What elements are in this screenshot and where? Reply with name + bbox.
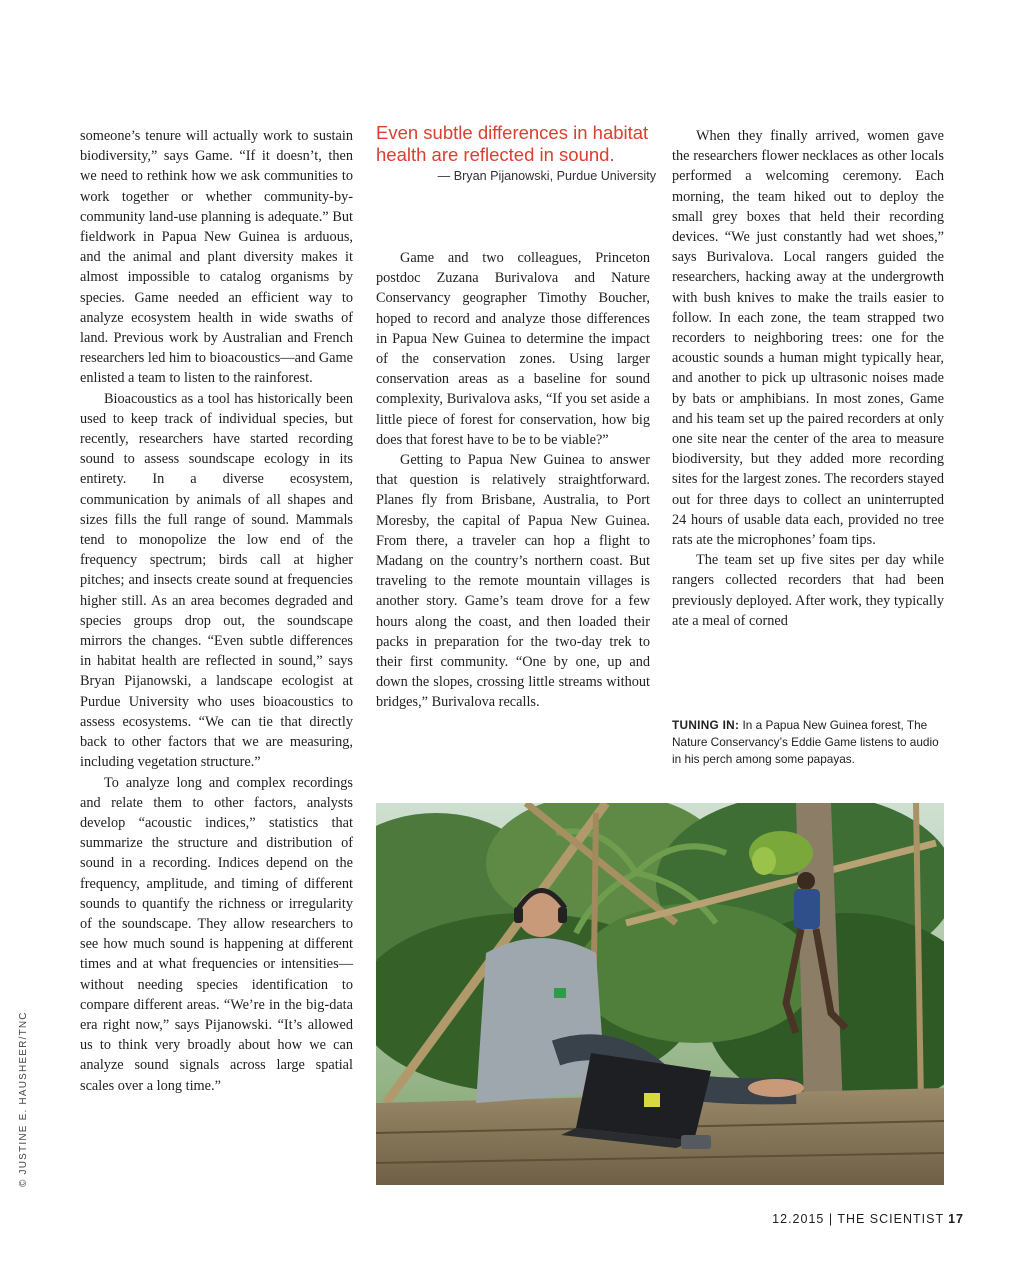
pull-quote-text: Even subtle differences in habitat health are reflected in sound. xyxy=(376,122,649,165)
photo-credit: © JUSTINE E. HAUSHEER/TNC xyxy=(18,1011,29,1187)
paragraph: someone’s tenure will actually work to sustain biodiversity,” says Game. “If it doesn’t, then we need to rethink how we ask communities to work together or whether community-by-community land-use planning is adequate.” But fieldwork in Papua New Guinea is arduous, and the animal and plant diversity makes it almost impossible to catalog organisms by species. Game needed an efficient way to analyze ecosystem health in wide swaths of land. Previous work by Australian and French researchers led him to bioacoustics—and Game enlisted a team to listen to the rainforest. xyxy=(80,128,353,387)
article-column-1 xyxy=(80,126,353,1096)
paragraph: Bioacoustics as a tool has historically been used to keep track of individual species, but recently, researchers have started recording sound to assess soundscape ecology in its entirety. In a diverse ecosystem, communication by animals of all shapes and sizes fills the full range of sound. Mammals tend to monopolize the low end of the frequency spectrum; birds call at higher pitches; and insects create sound at frequencies higher still. As an area becomes degraded and species groups drop out, the soundscape mirrors the changes. “Even subtle differences in habitat health are reflected in sound,” says Bryan Pijanowski, a landscape ecologist at Purdue University who uses bioacoustics to assess ecosystems. “We can tie that directly back to other factors that we are measuring, including vegetation structure.” xyxy=(80,390,353,771)
page-footer xyxy=(772,1212,964,1226)
forest-photo-illustration xyxy=(376,803,944,1185)
caption-text: In a Papua New Guinea forest, The Nature Conservancy’s Eddie Game listens to audio in his perch among some papayas. xyxy=(672,718,939,766)
page-number: 17 xyxy=(948,1212,964,1226)
article-column-3 xyxy=(672,126,944,631)
issue-label: 12.2015 | THE SCIENTIST xyxy=(772,1212,945,1226)
pull-quote-attribution: — Bryan Pijanowski, Purdue University xyxy=(437,169,656,183)
forest-photo xyxy=(376,803,944,1185)
paragraph: When they finally arrived, women gave the researchers flower necklaces as other locals performed a welcoming ceremony. Each morning, the team hiked out to deploy the small grey boxes that held their recording devices. “We just constantly had wet shoes,” says Burivalova. Local rangers guided the researchers, hacking away at the undergrowth with bush knives to make the trails easier to follow. In each zone, the team strapped two recorders to neighboring trees: one for the acoustic sounds a human might typically hear, and another to pick up ultrasonic noises made by bats or amphibians. In most zones, Game and his team set up the paired recorders at only one site near the center of the area to measure biodiversity, but they added more recording sites for the largest zones. The recorders stayed out for three days to collect an uninterrupted 24 hours of usable data each, provided no tree rats ate the microphones’ foam tips. xyxy=(672,128,944,549)
pull-quote xyxy=(376,122,656,183)
paragraph: Game and two colleagues, Princeton postdoc Zuzana Burivalova and Nature Conservancy geographer Timothy Boucher, hoped to record and analyze those differences in Papua New Guinea to determine the impact of the conservation zones. Using larger conservation areas as a baseline for sound complexity, Burivalova asks, “If you set aside a little piece of forest for conservation, how big does that forest have to be to be viable?” xyxy=(376,250,650,448)
paragraph: To analyze long and complex recordings and relate them to other factors, analysts develop “acoustic indices,” statistics that summarize the structure and distribution of sound in a recording. Indices depend on the frequency, amplitude, and timing of different sounds to quantify the richness or irregularity of the soundscape. They allow researchers to see how much sound is happening at different times and at what frequencies or intensities—without needing species identification to compare different areas. “We’re in the big-data era right now,” says Pijanowski. “It’s allowed us to think very broadly about how we can analyze sound signals across large spatial scales over a long time.” xyxy=(80,774,353,1094)
paragraph: Getting to Papua New Guinea to answer that question is relatively straightforward. Planes fly from Brisbane, Australia, to Port Moresby, the capital of Papua New Guinea. From there, a traveler can hop a flight to Madang on the country’s northern coast. But traveling to the remote mountain villages is another story. Game’s team drove for a few hours along the coast, and then loaded their packs in preparation for the two-day trek to their first community. “One by one, up and down the slopes, crossing little streams without bridges,” Burivalova recalls. xyxy=(376,452,650,711)
photo-caption xyxy=(672,717,948,768)
paragraph: The team set up five sites per day while rangers collected recorders that had been previously deployed. After work, they typically ate a meal of corned xyxy=(672,552,944,629)
article-column-2 xyxy=(376,248,650,713)
caption-label: TUNING IN: xyxy=(672,718,740,732)
